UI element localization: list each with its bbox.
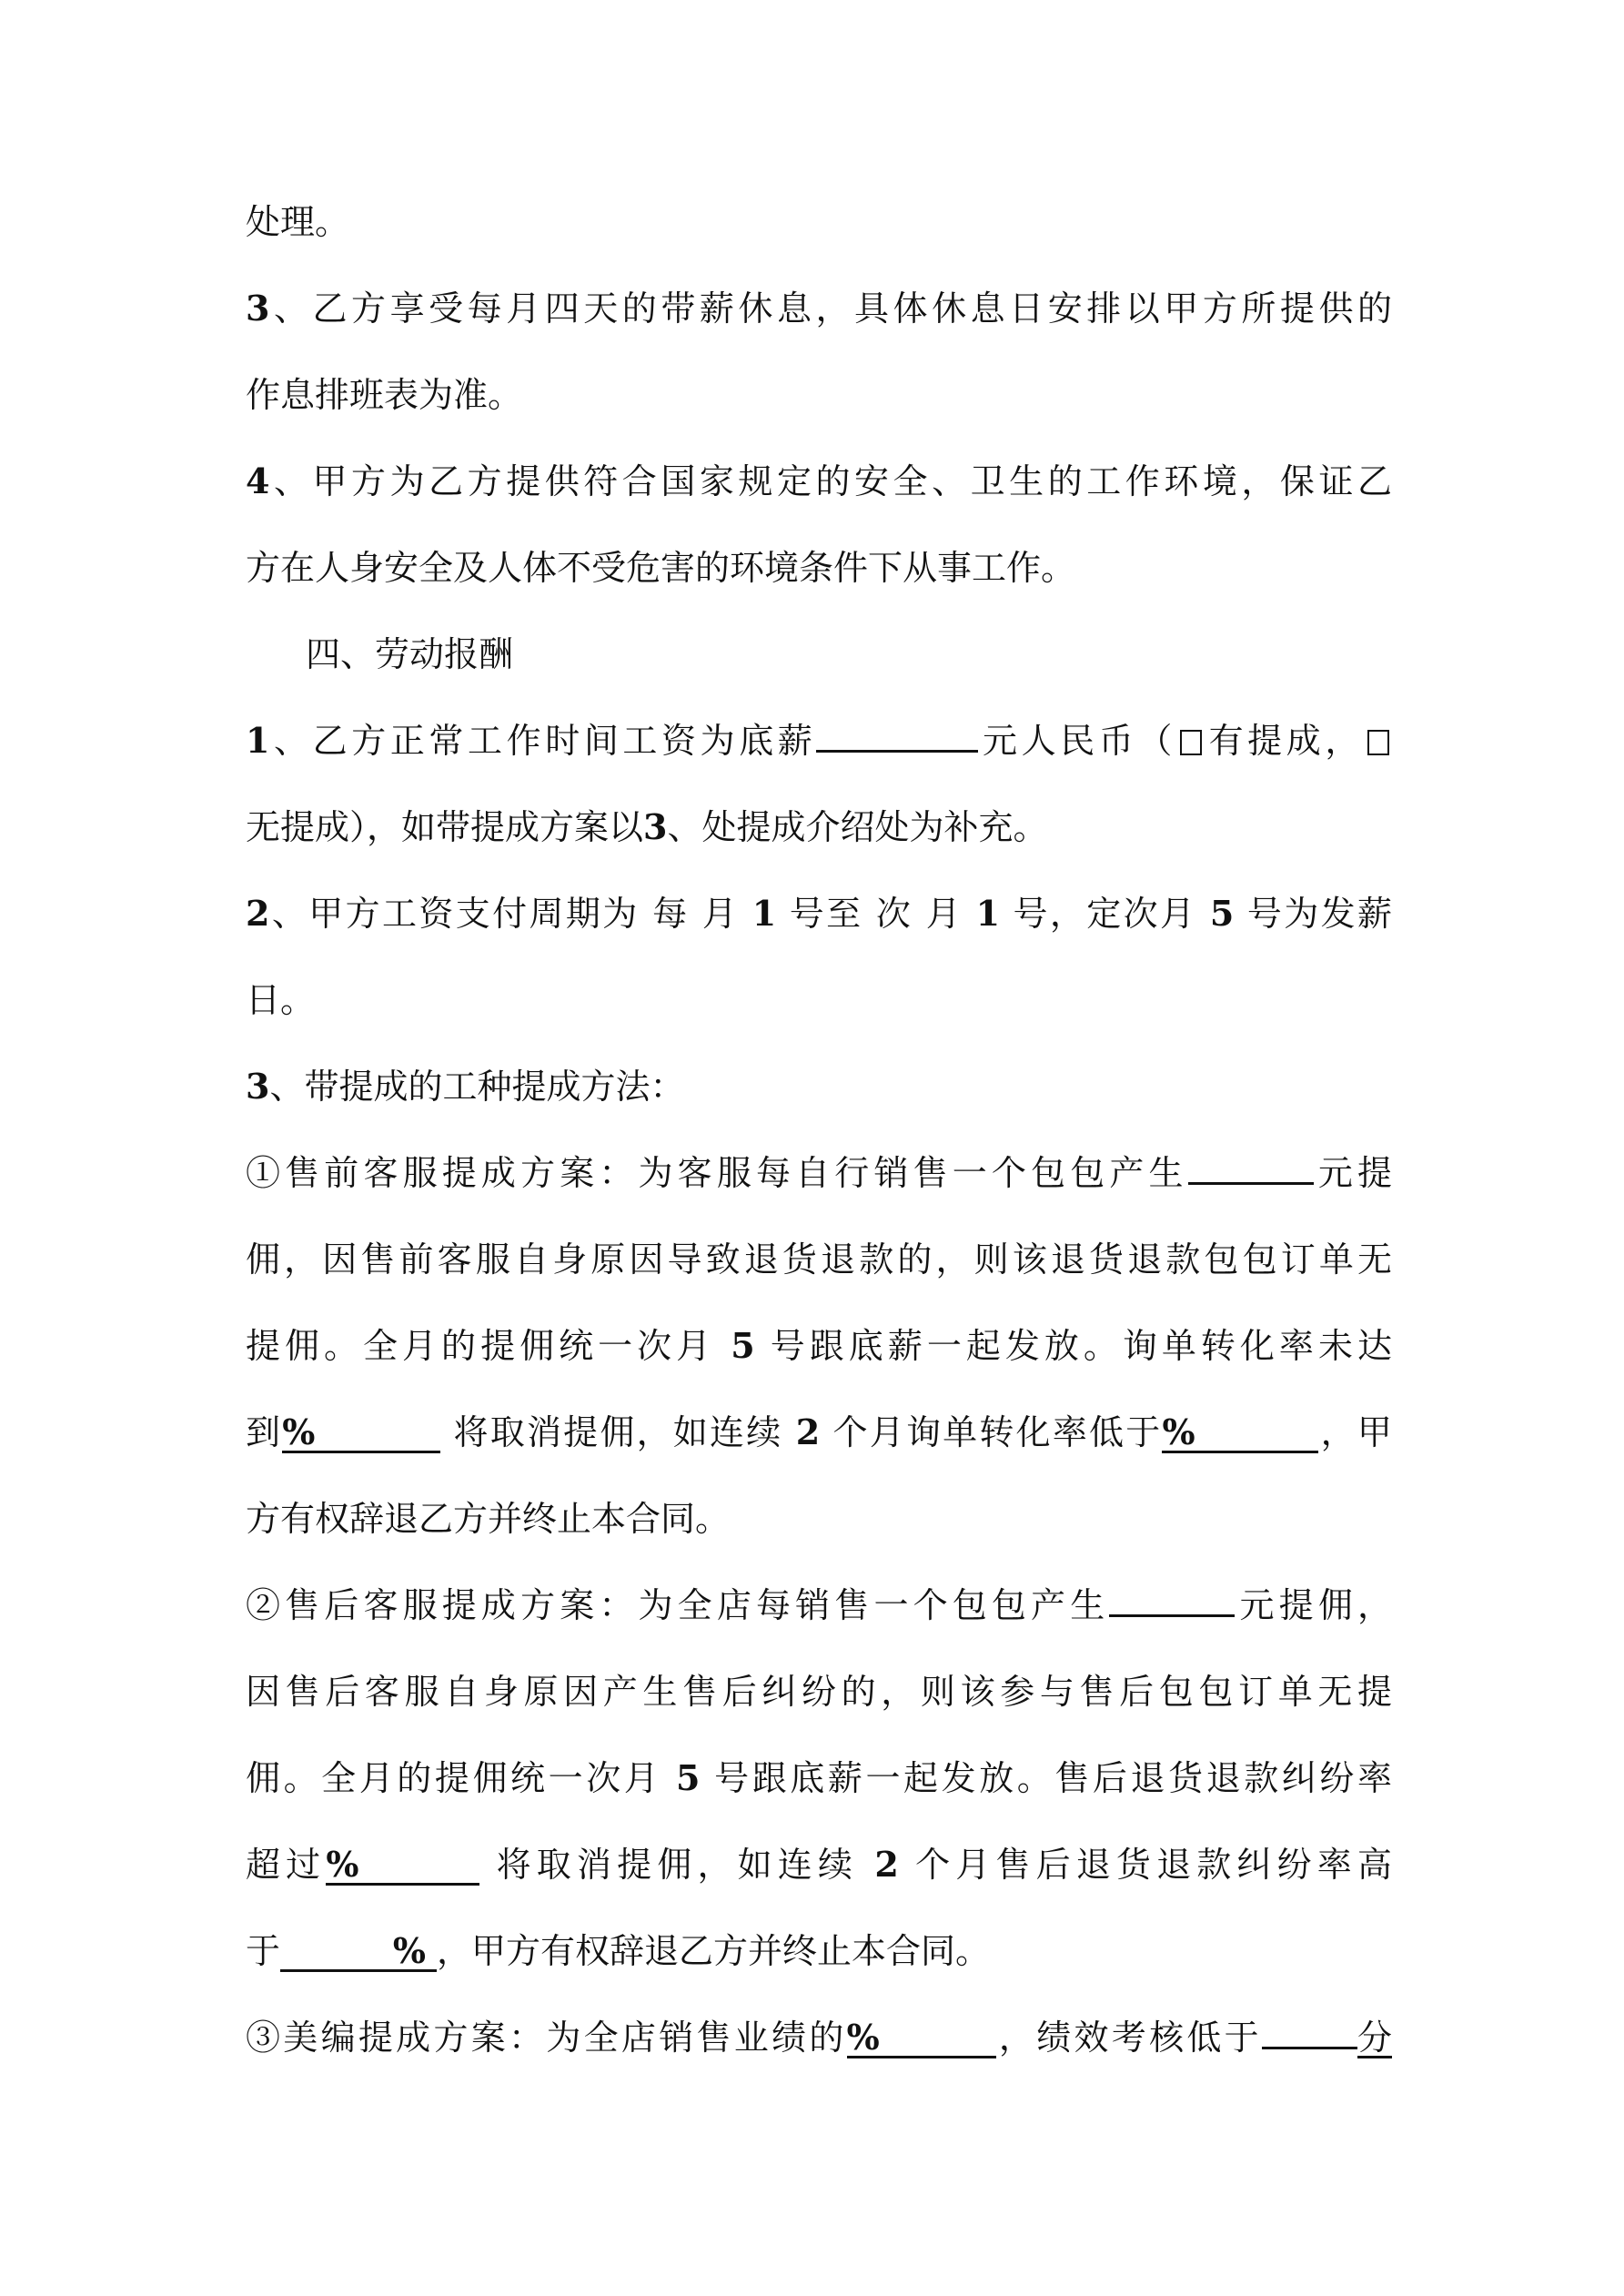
line-text: 号跟底薪一起发放。售后退货退款纠纷率	[714, 1758, 1392, 1798]
checkbox-commission[interactable]	[1180, 730, 1202, 755]
line-text: 分	[1357, 2018, 1392, 2058]
section-heading	[306, 631, 513, 678]
checkbox-no-commission[interactable]	[1367, 730, 1389, 755]
inline-number: 5	[731, 1325, 755, 1366]
line-text: 作息排班表为准。	[246, 375, 523, 415]
line-text: 号为发薪	[1246, 894, 1392, 934]
line-text: 将取消提佣，如连续	[453, 1412, 783, 1452]
line-text: 个月询单转化率低于	[832, 1412, 1163, 1452]
salary-blank[interactable]	[816, 750, 978, 753]
clause-number: 3	[246, 1066, 270, 1107]
inline-number: 5	[1209, 893, 1235, 934]
paragraph-line-8	[246, 804, 1047, 851]
clause-4-work-environment	[246, 458, 1392, 505]
line-text: 元提佣，	[1235, 1585, 1392, 1625]
clause-2-pay-cycle	[246, 890, 1392, 937]
paragraph-line-3	[246, 371, 522, 419]
line-text: ，绩效考核低于	[995, 2018, 1262, 2058]
line-text: 元提	[1313, 1153, 1392, 1193]
inline-number: 2	[874, 1844, 899, 1885]
line-text: 、乙方正常工作时间工资为底薪	[269, 721, 817, 761]
line-text: ①售前客服提成方案：为客服每自行销售一个包包产生	[246, 1153, 1188, 1193]
line-text: 因售后客服自身原因产生售后纠纷的，则该参与售后包包订单无提	[246, 1672, 1392, 1712]
paragraph-line-18	[246, 1668, 1392, 1715]
paragraph-line-1	[246, 198, 349, 246]
paragraph-line-5	[246, 544, 1075, 592]
line-text: 佣。全月的提佣统一次月	[246, 1758, 662, 1798]
line-text: ，甲方有权辞退乙方并终止本合同。	[437, 1931, 991, 1971]
clause-number: 3	[246, 288, 270, 329]
plan-art-editor	[246, 2014, 1392, 2061]
presales-amount-blank[interactable]	[1188, 1182, 1314, 1185]
score-threshold-blank[interactable]	[1262, 2047, 1357, 2049]
line-text: 、甲方为乙方提供符合国家规定的安全、卫生的工作环境，保证乙	[269, 461, 1392, 501]
line-text: 提佣。全月的提佣统一次月	[246, 1326, 716, 1366]
line-text: ②售后客服提成方案：为全店每销售一个包包产生	[246, 1585, 1110, 1625]
line-text: 元人民币（	[978, 721, 1176, 761]
line-text: 号至 次 月	[789, 894, 963, 934]
line-text: 个月售后退货退款纠纷率高	[915, 1845, 1392, 1885]
line-text: 、带提成的工种提成方法：	[269, 1067, 685, 1107]
inline-number: 1	[751, 893, 777, 934]
dispute-rate-max-blank[interactable]: %	[280, 1933, 437, 1972]
line-text: 超过	[246, 1845, 327, 1885]
line-text: 佣，因售前客服自身原因导致退货退款的，则该退货退款包包订单无	[246, 1239, 1392, 1279]
clause-number: 2	[246, 893, 270, 934]
clause-3-rest-days	[246, 285, 1392, 332]
paragraph-line-21	[246, 1927, 990, 1975]
clause-number: 1	[246, 720, 270, 761]
paragraph-line-19	[246, 1755, 1392, 1802]
paragraph-line-20	[246, 1841, 1392, 1888]
line-text: 于	[246, 1931, 281, 1971]
paragraph-line-16	[246, 1495, 730, 1542]
conversion-rate-min-blank[interactable]: %	[1162, 1414, 1318, 1453]
plan-aftersales-service	[246, 1582, 1392, 1629]
line-text: 号跟底薪一起发放。询单转化率未达	[770, 1326, 1392, 1366]
clause-1-base-salary	[246, 717, 1392, 764]
conversion-rate-blank[interactable]: %	[282, 1414, 440, 1453]
line-text: 无提成），如带提成方案以	[246, 807, 644, 847]
line-text: 号，定次月	[1013, 894, 1197, 934]
inline-number: 2	[795, 1411, 821, 1452]
line-text: 、处提成介绍处为补充。	[667, 807, 1048, 847]
paragraph-line-14	[246, 1322, 1392, 1370]
paragraph-line-15	[246, 1409, 1392, 1456]
sales-share-blank[interactable]: %	[847, 2019, 996, 2058]
line-text: 将取消提佣，如连续	[496, 1845, 859, 1885]
line-text: 方在人身安全及人体不受危害的环境条件下从事工作。	[246, 548, 1076, 588]
line-text: ，甲	[1318, 1412, 1392, 1452]
line-text: 、乙方享受每月四天的带薪休息，具体休息日安排以甲方所提供的	[269, 288, 1392, 329]
inline-number: 3	[643, 806, 668, 847]
paragraph-line-13	[246, 1236, 1392, 1283]
line-text: 日。	[246, 980, 316, 1020]
line-text: ③美编提成方案：为全店销售业绩的	[246, 2018, 847, 2058]
clause-3-commission-methods	[246, 1063, 684, 1110]
line-text: 到	[246, 1412, 283, 1452]
inline-number: 1	[975, 893, 1001, 934]
line-text: 方有权辞退乙方并终止本合同。	[246, 1499, 731, 1539]
section-title: 四、劳动报酬	[306, 634, 514, 674]
line-text: 有提成，	[1204, 721, 1364, 761]
inline-number: 5	[676, 1757, 701, 1798]
aftersales-amount-blank[interactable]	[1109, 1614, 1235, 1617]
line-text: 处理。	[246, 202, 350, 242]
clause-number: 4	[246, 460, 270, 501]
line-text: 、甲方工资支付周期为 每 月	[269, 894, 740, 934]
dispute-rate-blank[interactable]: %	[326, 1846, 479, 1886]
plan-presales-service	[246, 1149, 1392, 1197]
paragraph-line-10	[246, 976, 315, 1024]
